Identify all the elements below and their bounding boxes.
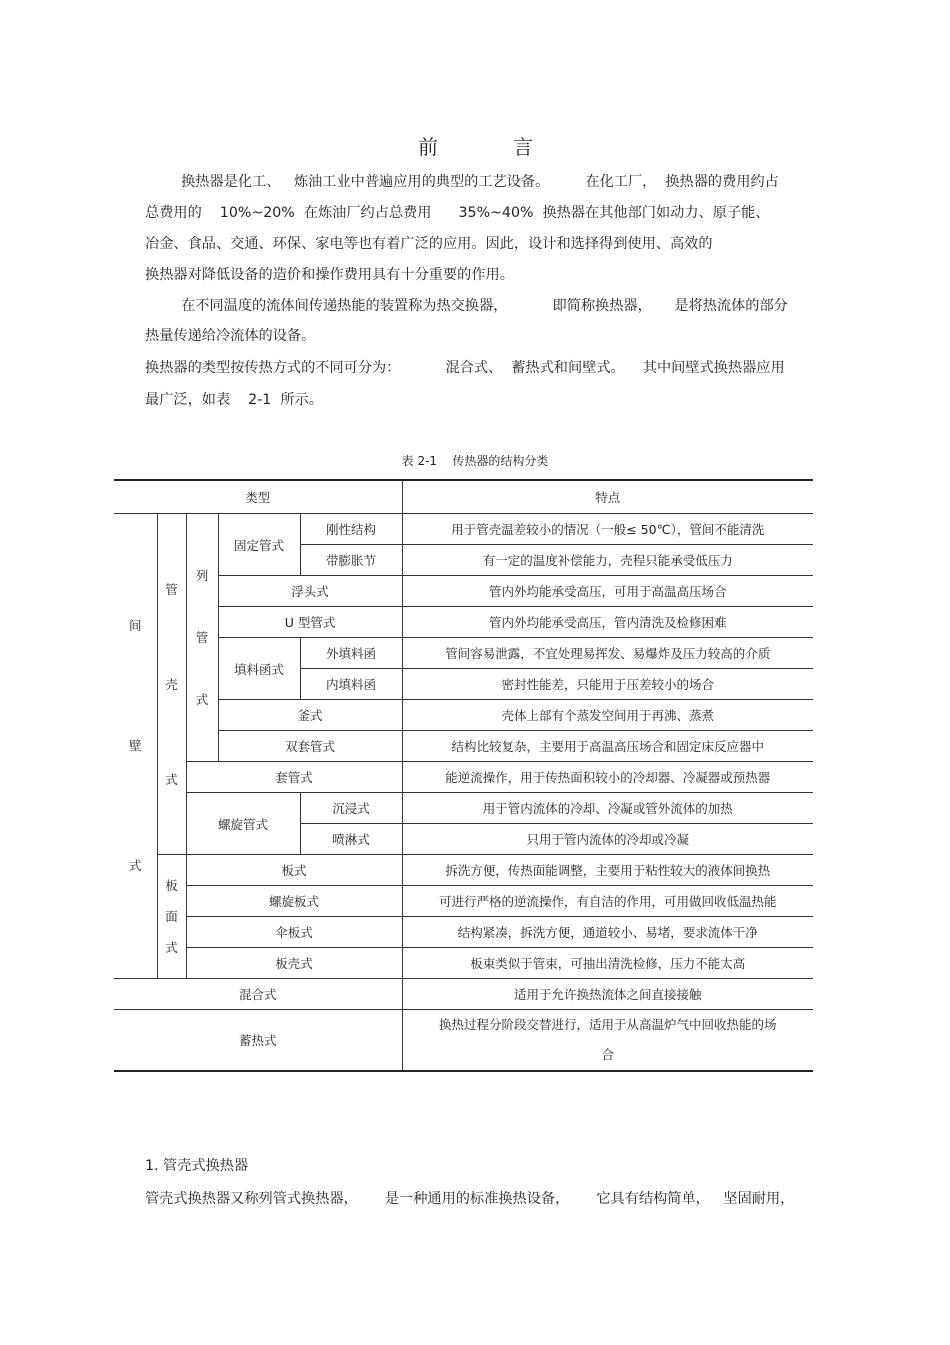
header-type: 类型: [114, 480, 402, 514]
table-row: [114, 700, 813, 731]
group-guanke: 管 壳 式: [157, 514, 186, 855]
title-char-2: 言: [513, 135, 533, 159]
section1-heading: 1. 管壳式换热器: [145, 1158, 249, 1174]
cell-shuangtao: 双套管式: [218, 731, 402, 762]
title-char-1: 前: [418, 135, 438, 159]
intro-p2-line1: 在不同温度的流体间传递热能的装置称为热交换器， 即简称换热器， 是将热流体的部分: [145, 298, 788, 314]
table-row: [114, 979, 813, 1010]
cell-futou-desc: 管内外均能承受高压，可用于高温高压场合: [402, 576, 813, 607]
cell-chenjin-desc: 用于管内流体的冷却、冷凝或管外流体的加热: [402, 793, 813, 824]
intro-p3-line2: 最广泛，如表 2-1 所示。: [145, 392, 323, 408]
cell-shuangtao-desc: 结构比较复杂，主要用于高温高压场合和固定床反应器中: [402, 731, 813, 762]
intro-p1-line1: 换热器是化工、 炼油工业中普遍应用的典型的工艺设备。 在化工厂， 换热器的费用约占: [145, 174, 779, 190]
cell-taoguan-desc: 能逆流操作，用于传热面积较小的冷却器、冷凝器或预热器: [402, 762, 813, 793]
cell-luoxuanban: 螺旋板式: [186, 886, 402, 917]
table-row: [114, 917, 813, 948]
table-row: [114, 886, 813, 917]
group-jianbi: 间 壁 式: [114, 514, 157, 979]
cell-neitianliao: 内填料函: [300, 669, 402, 700]
cell-waitianliao-desc: 管间容易泄露，不宜处理易挥发、易爆炸及压力较高的介质: [402, 638, 813, 669]
cell-sanban-desc: 结构紧凑，拆洗方便，通道较小、易堵，要求流体干净: [402, 917, 813, 948]
cell-luoxuanban-desc: 可进行严格的逆流操作，有自洁的作用，可用做回收低温热能: [402, 886, 813, 917]
cell-daipengzhang-desc: 有一定的温度补偿能力，壳程只能承受低压力: [402, 545, 813, 576]
cell-gangxing: 刚性结构: [300, 514, 402, 545]
table-row: [114, 948, 813, 979]
table-row: [114, 1010, 813, 1072]
classification-table: [114, 479, 813, 1072]
table-row: [114, 576, 813, 607]
cell-penlin-desc: 只用于管内流体的冷却或冷凝: [402, 824, 813, 855]
table-caption: 表 2-1 传热器的结构分类: [401, 454, 549, 468]
cell-xure: 蓄热式: [114, 1010, 402, 1072]
cell-fushi: 釜式: [218, 700, 402, 731]
table-row: [114, 793, 813, 824]
cell-tianliao: 填料函式: [218, 638, 300, 700]
cell-futou: 浮头式: [218, 576, 402, 607]
xure-desc-line2: 合: [601, 1047, 615, 1062]
table-row: [114, 514, 813, 545]
cell-fushi-desc: 壳体上部有个蒸发空间用于再沸、蒸煮: [402, 700, 813, 731]
intro-p1-line4: 换热器对降低设备的造价和操作费用具有十分重要的作用。: [145, 267, 514, 283]
cell-uxing: U 型管式: [218, 607, 402, 638]
cell-banke-desc: 板束类似于管束，可抽出清洗检修，压力不能太高: [402, 948, 813, 979]
cell-gudingguan: 固定管式: [218, 514, 300, 576]
cell-hunhe-desc: 适用于允许换热流体之间直接接触: [402, 979, 813, 1010]
group-banmian: 板 面 式: [157, 855, 186, 979]
cell-waitianliao: 外填料函: [300, 638, 402, 669]
cell-uxing-desc: 管内外均能承受高压，管内清洗及检修困难: [402, 607, 813, 638]
section1-line1: 管壳式换热器又称列管式换热器， 是一种通用的标准换热设备， 它具有结构简单， 坚固耐用，: [145, 1191, 795, 1207]
table-row: [114, 855, 813, 886]
xure-desc-line1: 换热过程分阶段交替进行，适用于从高温炉气中回收热能的场: [439, 1017, 777, 1032]
table-row: [114, 762, 813, 793]
cell-xure-desc: [402, 1010, 813, 1072]
cell-hunhe: 混合式: [114, 979, 402, 1010]
cell-penlin: 喷淋式: [300, 824, 402, 855]
intro-p1-line2: 总费用的 10%~20% 在炼油厂约占总费用 35%~40% 换热器在其他部门如动力、原子能、: [145, 205, 770, 221]
intro-p3-line1: 换热器的类型按传热方式的不同可分为： 混合式、 蓄热式和间壁式。 其中间壁式换热器应用: [145, 360, 785, 376]
table-row: [114, 480, 813, 514]
cell-gangxing-desc: 用于管壳温差较小的情况（一般≤ 50℃），管间不能清洗: [402, 514, 813, 545]
cell-banke: 板壳式: [186, 948, 402, 979]
cell-neitianliao-desc: 密封性能差，只能用于压差较小的场合: [402, 669, 813, 700]
table-row: [114, 607, 813, 638]
header-feature: 特点: [402, 480, 813, 514]
group-lieguan: 列 管 式: [186, 514, 218, 762]
table-row: [114, 731, 813, 762]
intro-p2-line2: 热量传递给冷流体的设备。: [145, 328, 316, 344]
cell-taoguan: 套管式: [186, 762, 402, 793]
cell-luoxuanguan: 螺旋管式: [186, 793, 300, 855]
cell-chenjin: 沉浸式: [300, 793, 402, 824]
cell-banshi-desc: 拆洗方便，传热面能调整，主要用于粘性较大的液体间换热: [402, 855, 813, 886]
intro-p1-line3: 冶金、食品、交通、环保、家电等也有着广泛的应用。因此，设计和选择得到使用、高效的: [145, 236, 713, 252]
cell-banshi: 板式: [186, 855, 402, 886]
cell-daipengzhang: 带膨胀节: [300, 545, 402, 576]
table-row: [114, 638, 813, 669]
cell-sanban: 伞板式: [186, 917, 402, 948]
